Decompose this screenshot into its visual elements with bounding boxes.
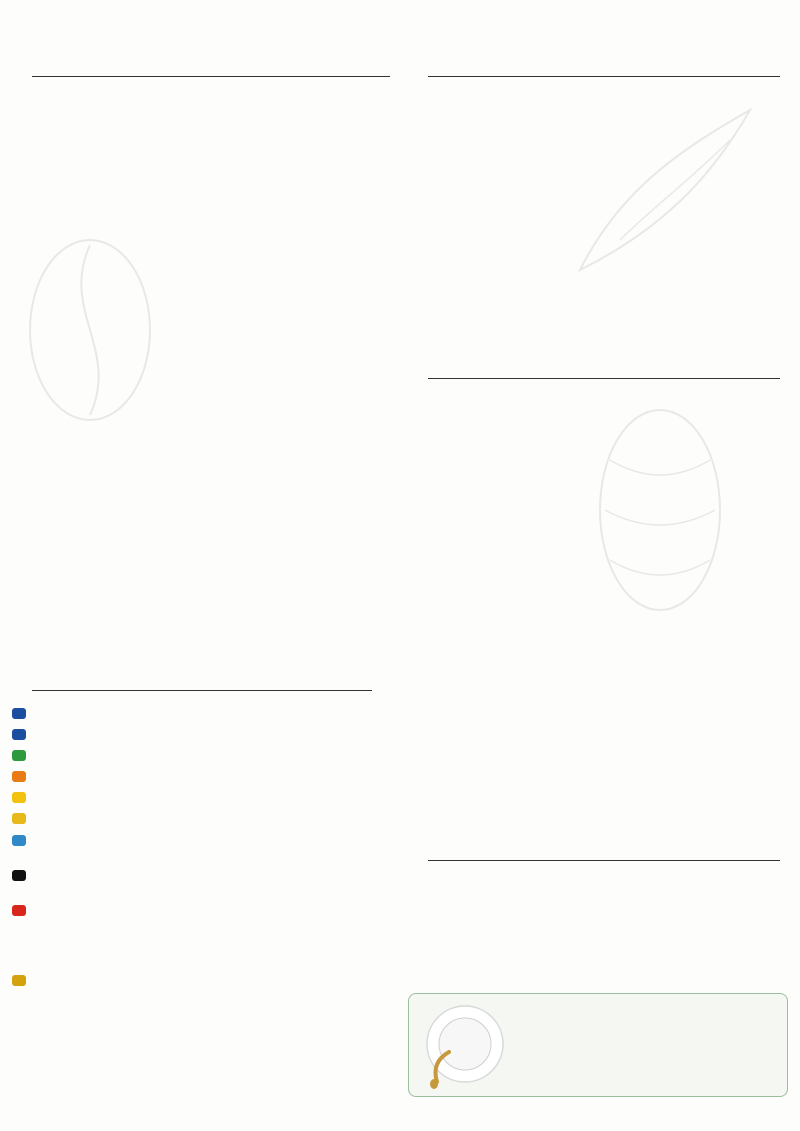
brand-logo-icon <box>12 729 26 740</box>
brand-logo-icon <box>12 975 26 986</box>
brand-logo-icon <box>12 708 26 719</box>
coffee-cup-icon <box>419 1002 507 1092</box>
brand-logo-icon <box>12 870 26 881</box>
promo-box <box>408 993 788 1097</box>
divider <box>32 690 372 691</box>
divider <box>428 860 780 861</box>
brand-logo-icon <box>12 905 26 916</box>
brand-logo-icon <box>12 835 26 846</box>
brand-logo-icon <box>12 771 26 782</box>
brand-logo-icon <box>12 750 26 761</box>
coffee-bean-decoration-icon <box>10 230 170 430</box>
divider <box>428 76 780 77</box>
brand-logo-icon <box>12 813 26 824</box>
divider <box>428 378 780 379</box>
hops-decoration-icon <box>560 380 760 640</box>
leaf-decoration-icon <box>560 90 760 290</box>
divider <box>32 76 390 77</box>
brand-logo-icon <box>12 792 26 803</box>
